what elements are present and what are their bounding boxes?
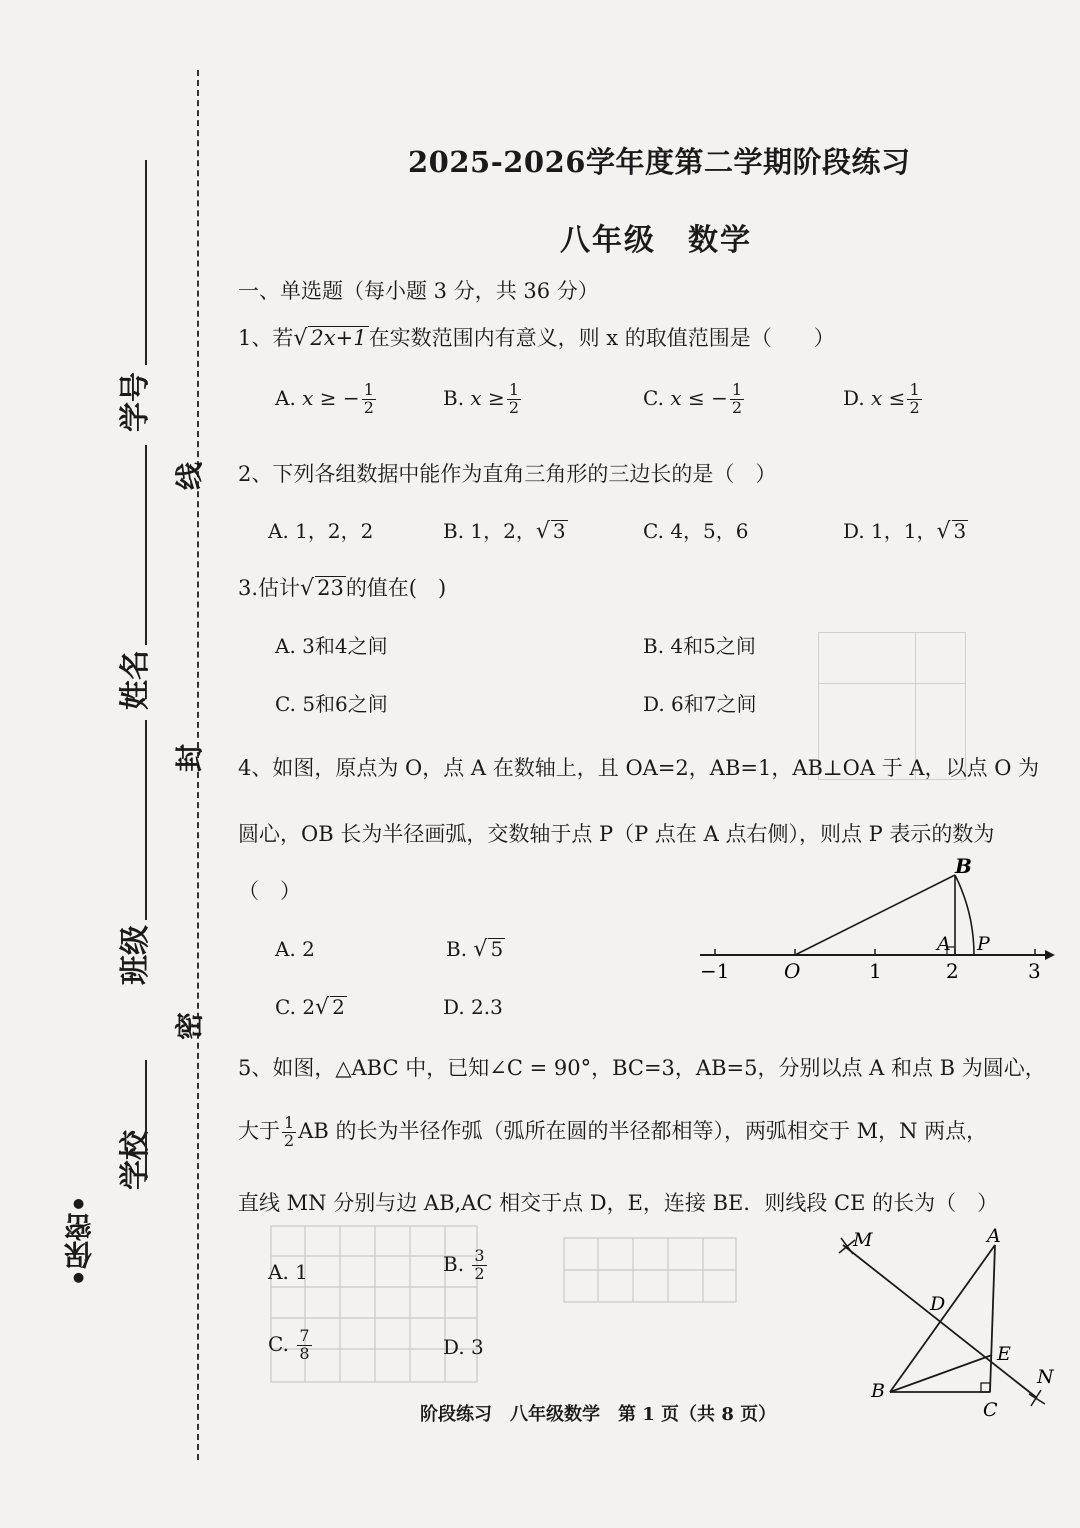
label-n: N (1037, 1366, 1054, 1388)
seal-feng: 封 (173, 743, 206, 772)
label-minus-1: −1 (700, 959, 730, 983)
question-4-option-b[interactable]: B. √ 5 (446, 937, 504, 962)
question-1-option-d[interactable]: D. x ≤ $\frac{1}{2}$ (843, 380, 920, 417)
radical-sign: √ (473, 937, 488, 962)
label-e: E (997, 1343, 1011, 1365)
question-5-triangle-figure (825, 1220, 1065, 1425)
label-1: 1 (869, 959, 882, 983)
question-2-stem: 2、下列各组数据中能作为直角三角形的三边长的是（ ） (238, 462, 777, 486)
label-c: C (983, 1399, 998, 1421)
question-3-stem: 3.估计√ 23的值在( ) (238, 576, 447, 601)
label-d: D (930, 1293, 946, 1315)
field-school-blank[interactable] (145, 1060, 147, 1180)
label-a: A (987, 1225, 1001, 1247)
seal-mi: 密 (173, 1011, 206, 1040)
field-student-id: 学号 (118, 372, 153, 432)
arc-bp (955, 875, 974, 955)
field-name: 姓名 (118, 650, 153, 710)
question-3-option-b[interactable]: B. 4和5之间 (643, 634, 756, 658)
question-5-option-c[interactable]: C. $\frac{7}{8}$ (268, 1326, 310, 1363)
question-4-option-d[interactable]: D. 2.3 (443, 995, 503, 1019)
question-2-option-d[interactable]: D. 1，1，√ 3 (843, 519, 967, 544)
fraction: $\frac{1}{2}$ (284, 1113, 295, 1150)
field-class: 班级 (118, 925, 153, 985)
radicand: 2x+1 (310, 326, 367, 350)
question-4-line-2: 圆心，OB 长为半径画弧，交数轴于点 P（P 点在 A 点右侧），则点 P 表示的数为 (238, 822, 995, 846)
question-1-stem: 1、若√ 2x+1在实数范围内有意义，则 x 的取值范围是（ ） (238, 326, 835, 351)
question-4-option-c[interactable]: C. 2√ 2 (275, 995, 345, 1020)
bleed-through-grid-middle (563, 1237, 739, 1305)
radical-sign: √ (300, 576, 315, 601)
label-b: B (871, 1380, 885, 1402)
axis-arrow (1045, 950, 1055, 960)
section-heading: 一、单选题（每小题 3 分，共 36 分） (238, 279, 599, 303)
label-a: A (937, 933, 951, 955)
label-p: P (977, 933, 990, 955)
question-1-option-c[interactable]: C. x ≤ − $\frac{1}{2}$ (643, 380, 743, 417)
field-school: 学校 (118, 1130, 153, 1190)
radical-sign: √ (315, 995, 330, 1020)
question-5-option-a[interactable]: A. 1 (268, 1260, 308, 1284)
radical-sign: √ (936, 519, 951, 544)
label-b: B (955, 854, 972, 878)
question-3-option-c[interactable]: C. 5和6之间 (275, 692, 388, 716)
label-m: M (853, 1229, 873, 1251)
fraction: $\frac{1}{2}$ (731, 380, 743, 417)
fraction: $\frac{7}{8}$ (299, 1326, 310, 1363)
question-3-option-d[interactable]: D. 6和7之间 (643, 692, 757, 716)
question-5-line-3: 直线 MN 分别与边 AB,AC 相交于点 D，E，连接 BE．则线段 CE 的长为（ ） (238, 1191, 999, 1215)
label-2: 2 (946, 959, 959, 983)
question-4-number-line-figure (690, 850, 1060, 990)
fraction: $\frac{3}{2}$ (474, 1246, 485, 1283)
segment-be (890, 1355, 992, 1392)
question-4-line-1: 4、如图，原点为 O，点 A 在数轴上，且 OA=2，AB=1，AB⊥OA 于 A，以点 O 为 (238, 756, 1040, 780)
question-5-line-1: 5、如图，△ABC 中，已知∠C = 90°，BC=3，AB=5，分别以点 A 和点 B 为圆心， (238, 1056, 1046, 1080)
exam-title: 2025-2026学年度第二学期阶段练习 (408, 145, 911, 179)
exam-subtitle: 八年级 数学 (560, 223, 752, 258)
radical-sign: √ (535, 519, 550, 544)
segment-ob (795, 875, 955, 955)
question-1-option-b[interactable]: B. x ≥ $\frac{1}{2}$ (443, 380, 520, 417)
secret-label: •保密• (63, 1195, 96, 1287)
fraction: $\frac{1}{2}$ (508, 380, 520, 417)
fraction: $\frac{1}{2}$ (363, 380, 374, 417)
label-3: 3 (1028, 959, 1041, 983)
question-4-line-3: （ ） (238, 879, 301, 903)
field-name-blank[interactable] (145, 445, 147, 645)
question-2-option-c[interactable]: C. 4，5，6 (643, 519, 749, 543)
side-ab (890, 1245, 995, 1392)
question-3-option-a[interactable]: A. 3和4之间 (275, 634, 388, 658)
question-2-option-a[interactable]: A. 1，2，2 (268, 519, 374, 543)
seal-xian: 线 (173, 461, 206, 490)
field-class-blank[interactable] (145, 720, 147, 920)
question-4-option-a[interactable]: A. 2 (275, 937, 315, 961)
label-o: O (784, 959, 801, 983)
question-5-option-d[interactable]: D. 3 (443, 1335, 484, 1359)
side-ac (990, 1245, 995, 1392)
question-5-option-b[interactable]: B. $\frac{3}{2}$ (443, 1246, 485, 1283)
field-student-id-blank[interactable] (145, 160, 147, 365)
question-5-line-2: 大于 $\frac{1}{2}$ AB 的长为半径作弧（弧所在圆的半径都相等），两弧相交于 M，N 两点， (238, 1113, 988, 1150)
question-2-option-b[interactable]: B. 1，2，√ 3 (443, 519, 566, 544)
right-angle-mark-c (981, 1383, 990, 1392)
fraction: $\frac{1}{2}$ (909, 380, 920, 417)
page-footer: 阶段练习 八年级数学 第 1 页（共 8 页） (420, 1404, 777, 1425)
question-1-option-a[interactable]: A. x ≥ − $\frac{1}{2}$ (275, 380, 374, 417)
radical-sign: √ (293, 326, 308, 351)
